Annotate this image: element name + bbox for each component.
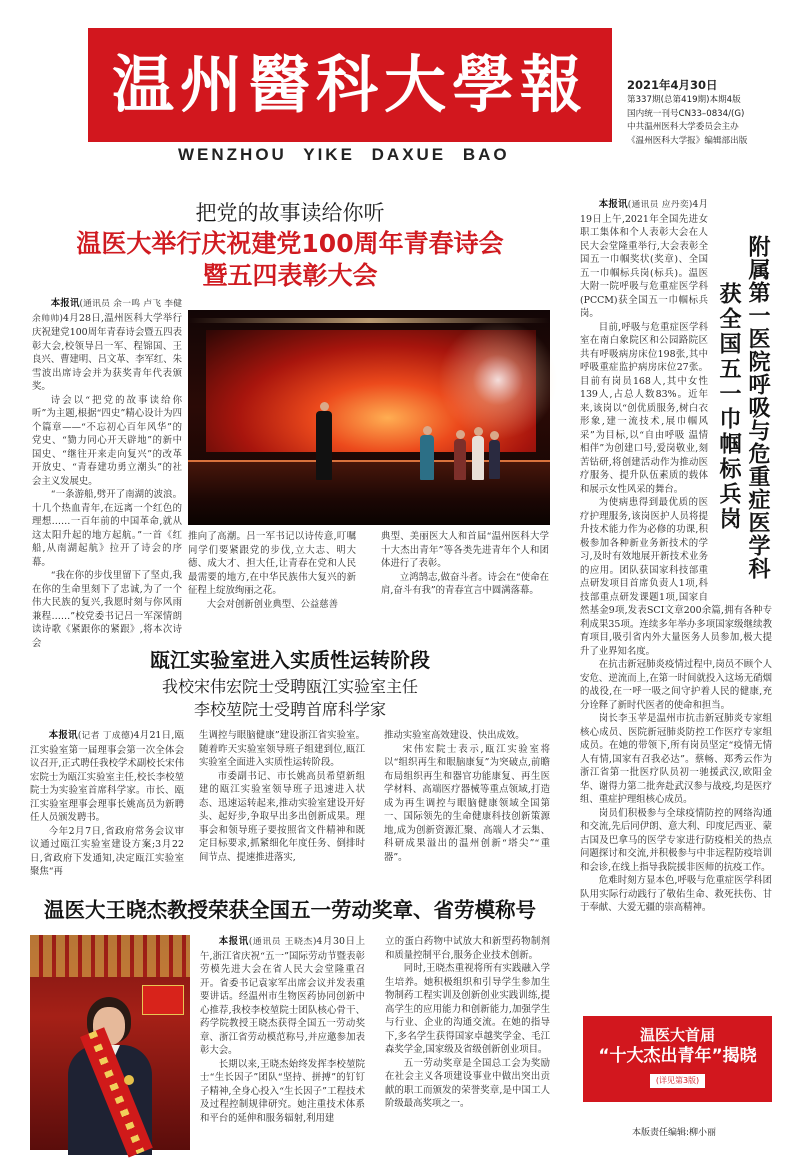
spotlight-glow (438, 320, 558, 440)
paragraph: 立鸿鹄志,做奋斗者。诗会在“使命在肩,奋斗有我”的青春宣言中圆满落幕。 (381, 571, 549, 596)
award-winner-portrait-photo (30, 935, 190, 1150)
paragraph: 推向了高潮。吕一军书记以诗传意,叮嘱同学们要紧跟党的步伐,立大志、明大德、成大才、担大任,让青春在党和人民最需要的地方,在中华民族伟大复兴的新征程上绽放绚丽之花。 (188, 531, 356, 596)
lead-label: 本报讯 (48, 730, 78, 741)
paragraph: 市委副书记、市长姚高员希望新组建的瓯江实验室领导班子迅速进入状态、迅速运转起来,推动实验室建设开好头、起好步,争取早出多出创新成果。理事会和领导班子要按照省文件精神和既定目标要求,抓紧细化年度任务、倒排时间节点、提速推进落实, (199, 770, 365, 863)
article3-headline: 温医大王晓杰教授荣获全国五一劳动奖章、省劳模称号 (44, 898, 536, 922)
article1-column-2 (188, 530, 356, 626)
lead-label: 本报讯 (598, 199, 628, 210)
lead-text: 4月30日上午,浙江省庆祝“五一”国际劳动节暨表彰劳模先进大会在省人民大会堂隆重召开。省委书记袁家军出席会议并发表重要讲话。经温州市生物医药协同创新中心推荐,我校李校堃院士团队核心骨干、药学院教授王晓杰获得全国五一劳动奖章、浙江省劳动模范称号,并应邀参加表彰大会。 (200, 936, 365, 1056)
paragraph: 宋伟宏院士表示,瓯江实验室将以“组织再生和眼脑康复”为突破点,前瞻布局组织再生和器官功能康复、再生医学材料、高端医疗器械等重点领域,打造成为再生调控与眼脑健康领域全国第一、国际领先的生命健康科技创新策源地,成为创新资源汇聚、高端人才云集、科研成果溢出的温州创新“塔尖”“重器”。 (384, 743, 550, 863)
lead-text: 4月19日上午,2021年全国先进女职工集体和个人表彰大会在人民大会堂隆重举行,大会表彰全国五一巾帼奖状(奖章)、全国五一巾帼标兵岗(标兵)。温医大附一院呼吸与危重症医学科(PCCM)获全国五一巾帼标兵岗。 (580, 199, 708, 319)
article1-headline-line1: 温医大举行庆祝建党100周年青春诗会 (76, 229, 504, 258)
medal-icon (124, 1075, 134, 1085)
paragraph: 在抗击新冠肺炎疫情过程中,岗员不顾个人安危、逆流而上,在第一时间就投入这场无硝烟的战役,在一呼一吸之间守护着人民的健康,充分诠释了新时代医者的使命和担当。 (580, 659, 772, 711)
article2-column-2 (199, 729, 365, 863)
article2-column-1 (30, 729, 184, 877)
article1-lead-paragraph (32, 297, 182, 394)
article3-column-2 (385, 935, 550, 1150)
paragraph: 生调控与眼脑健康”建设浙江省实验室。随着昨天实验室领导班子组建到位,瓯江实验室全面进入实质性运转阶段。 (199, 730, 365, 768)
issue-date: 2021年4月30日 (627, 78, 718, 92)
masthead-pinyin: WENZHOU YIKE DAXUE BAO (178, 145, 510, 164)
performer-figure (454, 430, 466, 480)
paragraph: 大会对创新创业典型、公益慈善 (206, 598, 339, 610)
performer-figure (489, 431, 500, 479)
paragraph: 今年2月7日,省政府常务会议审议通过瓯江实验室建设方案;3月22日,省政府下发通知,决定瓯江实验室聚焦“再 (30, 825, 184, 877)
article4-vertical-headline (712, 226, 772, 588)
paragraph: 危难时刻方显本色,呼吸与危重症医学科团队用实际行动践行了敬佑生命、救死扶伤、甘于奉献、大爱无疆的崇高精神。 (580, 875, 772, 913)
promo-page-reference: (详见第3版) (650, 1074, 705, 1088)
lead-text: 4月21日,瓯江实验室第一届理事会第一次全体会议召开,正式聘任我校学术副校长宋伟宏院士为瓯江实验室主任,校长李校堃院士为实验室首席科学家。市长、瓯江实验室理事会理事长姚高员为新聘任人员颁发聘书。 (30, 730, 184, 823)
article2-lead-paragraph (30, 729, 184, 825)
article2-subheadline-2: 李校堃院士受聘首席科学家 (193, 700, 386, 719)
article1-column-3 (381, 530, 549, 626)
paragraph: 同时,王晓杰重视将所有实践融入学生培养。她积极组织和引导学生参加生物制药工程实训及创新创业实践训练,提高学生的应用能力和创新能力,加强学生与行业、企业的沟通交流。在她的指导下,多名学生获得国家卓越奖学金、毛江森奖学金,国家级及省级创新创业项目。 (385, 963, 550, 1055)
promo-box (583, 1016, 772, 1102)
article3-lead-paragraph (200, 935, 365, 1058)
paragraph: 推动实验室高效建设、快出成效。 (384, 730, 525, 741)
article1-kicker: 把党的故事读给你听 (195, 201, 385, 225)
host-organization: 中共温州医科大学委员会主办 (627, 122, 739, 133)
paragraph: “一条游船,劈开了南湖的波浪。十几个热血青年,在远离一个红色的理想……一百年前的中国革命,就从这太阳升起的地方起航。”一首《红船,从南湖起航》拉开了诗会的序幕。 (32, 489, 182, 568)
masthead-logo (88, 28, 612, 142)
performer-figure (316, 402, 332, 480)
paragraph: 目前,呼吸与危重症医学科室在南白象院区和公园路院区共有呼吸病房床位198张,其中呼吸重症监护病房床位27张。目前有岗员168人,其中女性139人,占总人数83%。近年来,该岗以“创优质服务,树白衣形象,建一流技术,展巾帼风采”为目标,以“自由呼吸 温情相伴”为创建口号,爱岗敬业,刻苦钻研,将创建活动作为推动医疗服务、提升队伍素质的载体和展示女性风采的舞台。 (580, 321, 708, 495)
paragraph: 岗员们积极参与全球疫情防控的网络沟通和交流,先后同伊朗、意大利、印度尼西亚、蒙古国及巴拿马的医学专家进行防疫相关的热点问题探讨和交流,并积极参与中非远程防疫培训和会诊,在线上指导我院援非医师的抗疫工作。 (580, 807, 772, 873)
article4-headline-line1: 附属第一医院呼吸与危重症医学科 (745, 234, 770, 580)
publisher: 《温州医科大学报》编辑部出版 (627, 135, 748, 146)
article1-column-1 (32, 297, 183, 649)
ceremony-banner (30, 935, 190, 977)
promo-line-2: “十大杰出青年”揭晓 (598, 1046, 757, 1066)
issue-number: 第337期(总第419期)本期4版 (627, 95, 741, 105)
lead-label: 本报讯 (50, 298, 80, 309)
article4-headline-line2: 获全国五一巾帼标兵岗 (716, 282, 741, 532)
backdrop-flag (142, 985, 184, 1015)
paragraph: 诗会以“把党的故事读给你听”为主题,根据“四史”精心设计为四个篇章——“不忘初心百年风华”的党史、“勠力同心开天辟地”的新中国史、“继往开来走向复兴”的改革开放史、“青春建功勇立潮头”的社会主义发展史。 (32, 394, 182, 487)
paragraph: 长期以来,王晓杰始终发挥李校堃院士“生长因子”团队“坚持、拼搏”的钉钉子精神,全身心投入“生长因子”工程技术及过程控制规律研究。她注重技术体系和平台的延伸和服务辐射,利用建 (200, 1058, 365, 1124)
article4-vertical-headline-area (710, 198, 772, 596)
paragraph: 立的蛋白药物中试放大和新型药物制剂和质量控制平台,服务企业技术创新。 (385, 936, 550, 961)
byline: (通讯员 王晓杰) (248, 937, 317, 947)
poetry-gala-stage-photo (188, 310, 550, 525)
promo-line-1: 温医大首届 (639, 1026, 715, 1044)
article1-headline (30, 228, 550, 292)
article2-column-3 (384, 729, 550, 863)
article1-headline-line2: 暨五四表彰大会 (202, 261, 378, 290)
byline: (通讯员 应丹奕) (627, 200, 693, 210)
performer-figure (472, 427, 484, 480)
performer-figure (420, 426, 434, 480)
paragraph: 典型、美丽医大人和首届“温州医科大学十大杰出青年”等各类先进青年个人和团体进行了表彰。 (381, 531, 549, 569)
page-editor-credit: 本版责任编辑:柳小丽 (632, 1128, 717, 1138)
article2-headline: 瓯江实验室进入实质性运转阶段 (150, 648, 430, 672)
paragraph: 五一劳动奖章是全国总工会为奖励在社会主义各项建设事业中做出突出贡献的职工而颁发的荣誉奖章,是中国工人阶级最高奖项之一。 (385, 1057, 550, 1109)
article2-subheadline-1: 我校宋伟宏院士受聘瓯江实验室主任 (161, 677, 418, 696)
cn-number: 国内统一刊号CN33–0834/(G) (627, 108, 745, 119)
article3-column-1 (200, 935, 365, 1150)
paragraph: “我在你的步伐里留下了坚贞,我在你的生命里刻下了忠诚,为了一个伟大民族的复兴,我愿时刻与你风雨兼程……”校党委书记吕一军深情朗读诗歌《紧跟你的紧跟》,将本次诗会 (32, 570, 182, 649)
paragraph: 为使病患得到最优质的医疗护理服务,该岗医护人员将提升技术能力作为必修的功课,积极参加各种新业务新技术的学习,及时有效地展开新技术业务的应用。团队获国家科技部重点研发项目首席负责人1项,科技部重点研发课题1项,国家自然基金9项,发表SCI文章200余篇,拥有各种专利成果35项。连续多年举办多项国家级继续教育项目,吸引省内外大量医务人员参加,极大提升了业界知名度。 (580, 497, 772, 657)
byline: (通讯员 余一鸣 卢飞 李健 余帅帅) (32, 299, 182, 324)
lead-label: 本报讯 (218, 936, 249, 947)
article4-body (580, 198, 772, 1006)
paragraph: 岗长李玉苹是温州市抗击新冠肺炎专家组核心成员、医院新冠肺炎防控工作医疗专家组成员。在她的带领下,所有岗员坚定“疫情无情人有情,国家有召我必达”。蔡畅、郑秀云作为浙江省第一批医疗队员初一驰援武汉,欧阳金华、谢得力第二批奔赴武汉参与战疫,均是医疗组、重症护理组核心成员。 (580, 713, 772, 805)
lead-text: 4月28日,温州医科大学举行庆祝建党100周年青春诗会暨五四表彰大会,校领导吕一军、程锦国、王良兴、曹建明、吕文革、李军红、朱雪波出席诗会并为获奖青年代表颁奖。 (32, 312, 183, 392)
masthead-title: 温州醫科大學報 (111, 48, 588, 121)
issue-info (627, 76, 777, 148)
byline: (记者 丁成德) (77, 731, 134, 741)
